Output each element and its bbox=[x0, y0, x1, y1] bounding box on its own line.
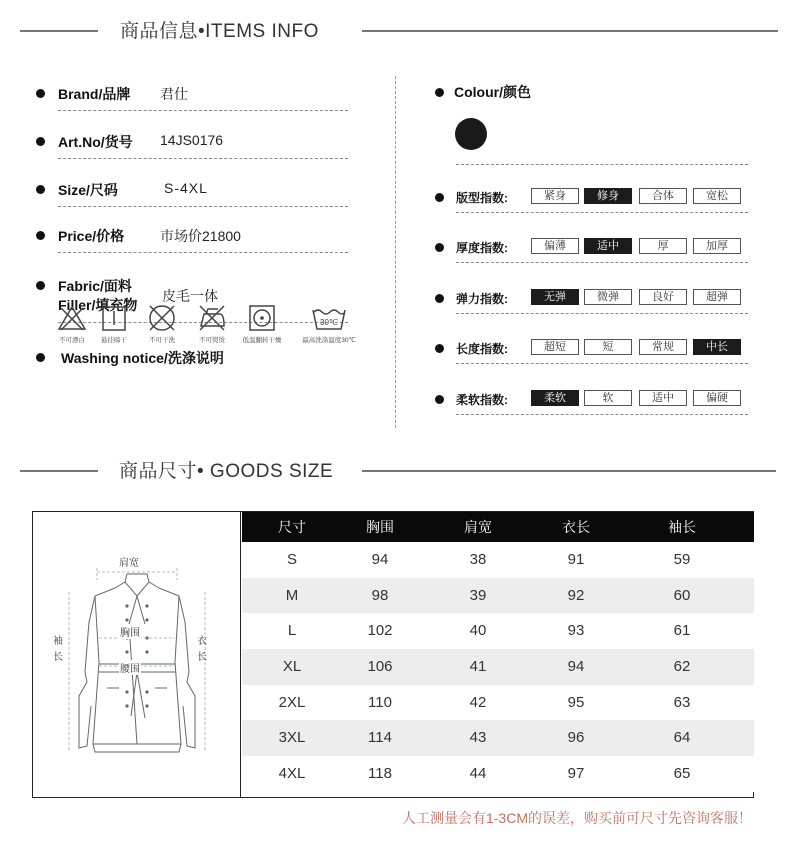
index-row bbox=[432, 285, 752, 315]
hang-dry-icon bbox=[96, 304, 132, 344]
chest-label: 胸围 bbox=[119, 624, 141, 639]
table-cell: 3XL bbox=[278, 729, 306, 747]
icon-caption: 不可熨烫 bbox=[199, 337, 225, 344]
tumble-dry-low-icon bbox=[234, 304, 290, 344]
index-label: 版型指数: bbox=[456, 191, 508, 205]
price-value: 市场价21800 bbox=[160, 228, 241, 244]
table-body bbox=[242, 542, 754, 792]
table-cell: 93 bbox=[567, 622, 585, 640]
bullet bbox=[36, 137, 45, 146]
index-option[interactable]: 紧身 bbox=[531, 188, 579, 204]
filler-label: Filler/填充物 bbox=[58, 297, 138, 313]
table-row bbox=[242, 613, 754, 649]
table-cell: 64 bbox=[673, 729, 691, 747]
waist-label: 腰围 bbox=[119, 660, 141, 675]
table-row bbox=[242, 685, 754, 721]
bullet bbox=[36, 185, 45, 194]
bullet bbox=[36, 231, 45, 240]
brand-value: 君仕 bbox=[160, 86, 188, 102]
items-info-title: 商品信息•ITEMS INFO bbox=[120, 21, 319, 42]
measurement-note: 人工测量会有1-3CM的误差，购买前可尺寸先咨询客服！ bbox=[401, 810, 752, 826]
table-cell: 43 bbox=[469, 729, 487, 747]
dotted-divider bbox=[456, 164, 748, 165]
table-cell: 63 bbox=[673, 693, 691, 711]
dotted-divider bbox=[456, 262, 748, 263]
table-cell: 102 bbox=[367, 622, 393, 640]
table-cell: S bbox=[286, 551, 297, 568]
size-value: S-4XL bbox=[164, 180, 208, 196]
bullet bbox=[36, 353, 45, 362]
sleeve-label-2: 长 bbox=[53, 652, 63, 663]
index-option[interactable]: 软 bbox=[584, 390, 632, 406]
sleeve-label-1: 袖 bbox=[53, 636, 63, 647]
icon-caption: 不可干洗 bbox=[149, 337, 175, 344]
size-table bbox=[242, 512, 754, 792]
index-option[interactable]: 超短 bbox=[531, 339, 579, 355]
table-header-cell: 袖长 bbox=[668, 519, 696, 535]
fabric-label: Fabric/面料 bbox=[58, 278, 132, 294]
index-row bbox=[432, 386, 752, 416]
bullet bbox=[435, 294, 444, 303]
index-row bbox=[432, 184, 752, 214]
table-header-cell: 衣长 bbox=[562, 519, 590, 535]
table-cell: 98 bbox=[371, 586, 389, 604]
index-option[interactable]: 合体 bbox=[639, 188, 687, 204]
table-cell: 41 bbox=[469, 658, 487, 676]
table-header-cell: 尺寸 bbox=[278, 519, 306, 535]
coat-diagram bbox=[33, 512, 241, 797]
dotted-divider bbox=[58, 158, 348, 159]
table-cell: 65 bbox=[673, 765, 691, 783]
table-cell: 4XL bbox=[278, 765, 306, 783]
index-option[interactable]: 柔软 bbox=[531, 390, 579, 406]
table-cell: 118 bbox=[368, 765, 392, 783]
shoulder-label: 肩宽 bbox=[119, 558, 139, 569]
dotted-divider bbox=[58, 252, 348, 253]
dotted-divider bbox=[456, 212, 748, 213]
bullet bbox=[435, 344, 444, 353]
items-info-header bbox=[0, 16, 790, 46]
washing-icons bbox=[54, 304, 364, 364]
index-option[interactable]: 适中 bbox=[639, 390, 687, 406]
table-cell: 2XL bbox=[278, 693, 306, 711]
dotted-divider bbox=[456, 313, 748, 314]
header-line-right bbox=[362, 30, 778, 32]
table-cell: 44 bbox=[469, 765, 487, 783]
art-no-label: Art.No/货号 bbox=[58, 134, 133, 150]
index-option[interactable]: 偏硬 bbox=[693, 390, 741, 406]
index-label: 长度指数: bbox=[456, 342, 508, 356]
fabric-value: 皮毛一体 bbox=[162, 288, 218, 304]
table-cell: 62 bbox=[673, 658, 691, 676]
size-label: Size/尺码 bbox=[58, 182, 118, 198]
size-chart bbox=[32, 511, 754, 798]
index-label: 厚度指数: bbox=[456, 241, 508, 255]
goods-size-title: 商品尺寸• GOODS SIZE bbox=[119, 461, 334, 482]
table-cell: 39 bbox=[469, 586, 487, 604]
table-cell: 94 bbox=[567, 658, 585, 676]
table-cell: 96 bbox=[567, 729, 585, 747]
icon-caption: 不可漂白 bbox=[59, 337, 85, 344]
colour-divider bbox=[432, 136, 752, 166]
header-line-left bbox=[20, 30, 98, 32]
no-iron-icon bbox=[192, 304, 232, 344]
index-option[interactable]: 加厚 bbox=[693, 238, 741, 254]
header-line-left bbox=[20, 470, 98, 472]
table-cell: 106 bbox=[367, 658, 393, 676]
table-cell: 42 bbox=[469, 693, 487, 711]
no-bleach-icon bbox=[54, 304, 90, 344]
index-row bbox=[432, 335, 752, 365]
table-row bbox=[242, 578, 754, 614]
washing-label: Washing notice/洗涤说明 bbox=[61, 350, 224, 366]
table-row bbox=[242, 720, 754, 756]
index-option[interactable]: 中长 bbox=[693, 339, 741, 355]
dotted-divider bbox=[58, 206, 348, 207]
table-cell: 94 bbox=[371, 551, 389, 568]
table-header-cell: 胸围 bbox=[366, 519, 394, 535]
table-row bbox=[242, 649, 754, 685]
index-option[interactable]: 宽松 bbox=[693, 188, 741, 204]
index-row bbox=[432, 234, 752, 264]
table-row bbox=[242, 542, 754, 578]
bullet bbox=[435, 193, 444, 202]
table-cell: 40 bbox=[469, 622, 487, 640]
table-cell: XL bbox=[282, 658, 302, 676]
length-label-1: 衣 bbox=[197, 636, 207, 647]
index-option[interactable]: 修身 bbox=[584, 188, 632, 204]
table-cell: 95 bbox=[567, 693, 585, 711]
no-dry-clean-icon bbox=[142, 304, 182, 344]
table-header bbox=[242, 512, 754, 542]
index-option[interactable]: 超弹 bbox=[693, 289, 741, 305]
wash-temp-label: 30℃ bbox=[320, 318, 338, 327]
wash-30-icon bbox=[294, 304, 364, 344]
index-option[interactable]: 微弹 bbox=[584, 289, 632, 305]
table-cell: 114 bbox=[368, 729, 392, 747]
dotted-divider bbox=[58, 110, 348, 111]
table-cell: 38 bbox=[469, 551, 487, 568]
header-line-right bbox=[362, 470, 776, 472]
table-row bbox=[242, 756, 754, 792]
icon-caption: 最高洗涤温度30℃ bbox=[302, 337, 356, 344]
index-option[interactable]: 适中 bbox=[584, 238, 632, 254]
icon-caption: 低温翻转干燥 bbox=[242, 337, 282, 344]
table-cell: 59 bbox=[673, 551, 691, 568]
table-cell: 91 bbox=[567, 551, 585, 568]
table-cell: 61 bbox=[673, 622, 691, 640]
brand-label: Brand/品牌 bbox=[58, 86, 131, 102]
table-header-cell: 肩宽 bbox=[464, 519, 492, 535]
bullet bbox=[435, 243, 444, 252]
index-option[interactable]: 偏薄 bbox=[531, 238, 579, 254]
index-option[interactable]: 良好 bbox=[639, 289, 687, 305]
bullet bbox=[36, 89, 45, 98]
icon-caption: 悬挂晾干 bbox=[101, 337, 127, 344]
art-no-value: 14JS0176 bbox=[160, 132, 224, 148]
index-label: 柔软指数: bbox=[456, 393, 508, 407]
table-cell: 60 bbox=[673, 586, 691, 604]
dotted-divider bbox=[456, 414, 748, 415]
dotted-divider bbox=[456, 363, 748, 364]
length-label-2: 长 bbox=[197, 652, 207, 663]
table-cell: L bbox=[287, 622, 297, 640]
table-cell: 97 bbox=[567, 765, 585, 783]
price-label: Price/价格 bbox=[58, 228, 125, 244]
bullet bbox=[435, 395, 444, 404]
colour-label: Colour/颜色 bbox=[454, 84, 531, 100]
goods-size-header bbox=[0, 456, 790, 486]
table-cell: 92 bbox=[567, 586, 585, 604]
index-label: 弹力指数: bbox=[456, 292, 508, 306]
index-option[interactable]: 短 bbox=[584, 339, 632, 355]
bullet bbox=[36, 281, 45, 290]
index-option[interactable]: 厚 bbox=[639, 238, 687, 254]
index-option[interactable]: 常规 bbox=[639, 339, 687, 355]
colour-row bbox=[432, 82, 752, 112]
table-cell: M bbox=[285, 586, 299, 604]
vertical-divider bbox=[395, 76, 396, 428]
table-cell: 110 bbox=[368, 693, 392, 711]
bullet bbox=[435, 88, 444, 97]
index-option[interactable]: 无弹 bbox=[531, 289, 579, 305]
